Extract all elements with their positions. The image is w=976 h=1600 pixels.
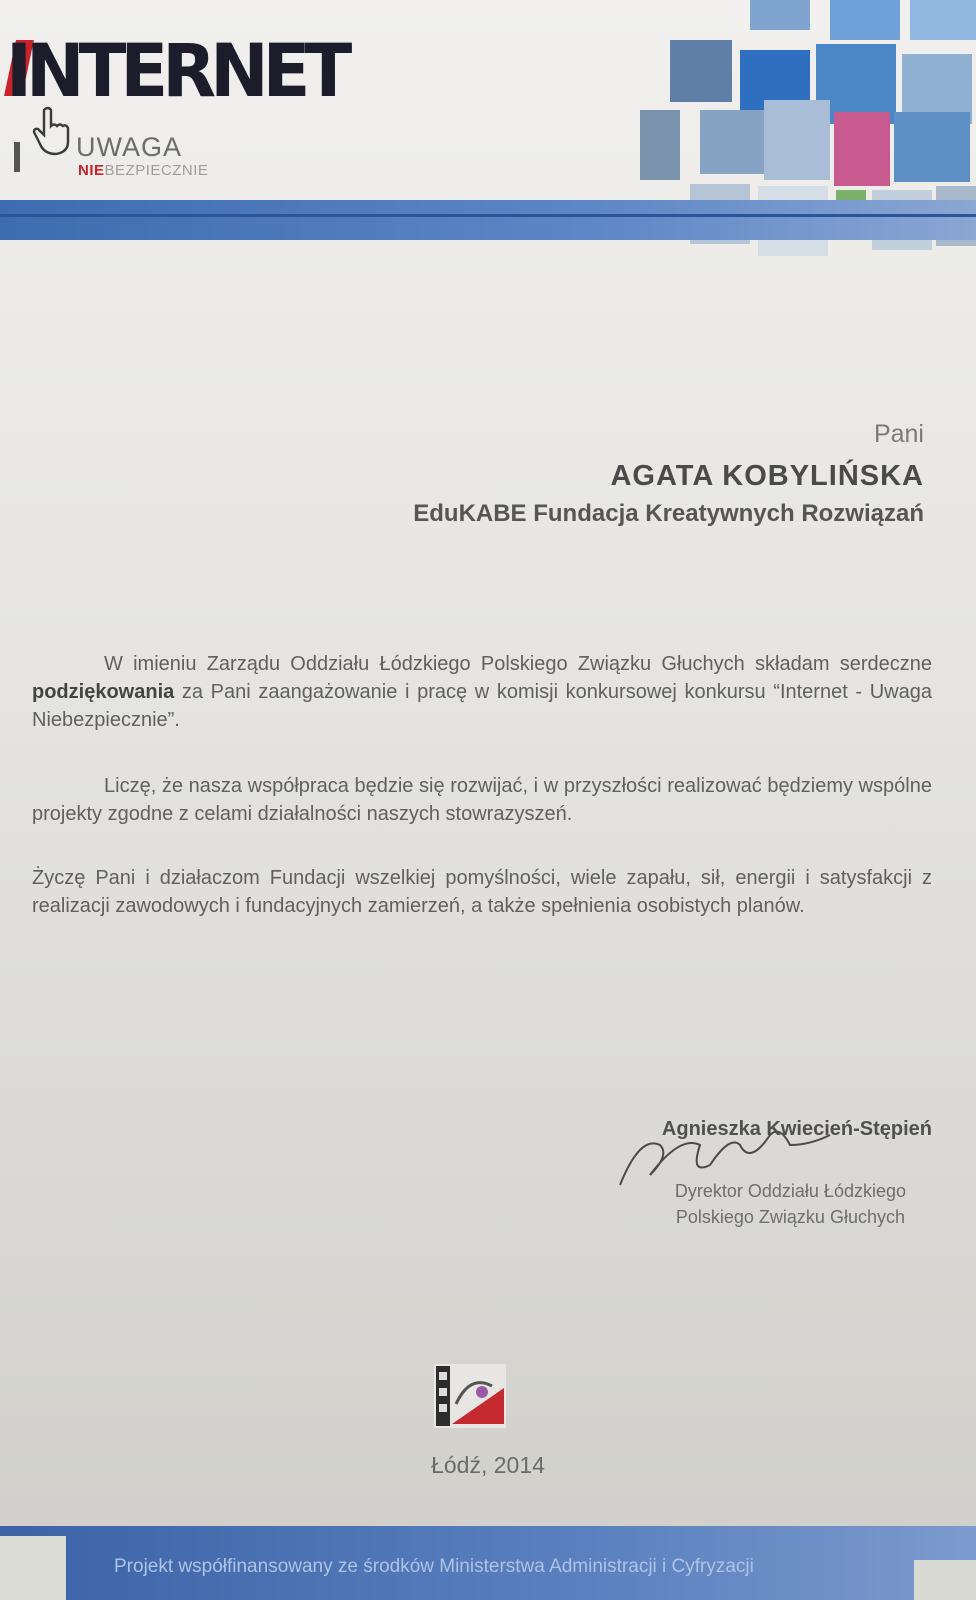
paragraph-wishes: Życzę Pani i działaczom Fundacji wszelkiej pomyślności, wiele zapału, sił, energii i satysfakcji z realizacji zawodowych i fundacyjnych zamierzeń, a także spełnienia osobistych planów. — [32, 867, 932, 917]
signatory-role-line2: Polskiego Związku Głuchych — [675, 1207, 905, 1227]
footer-funder-logo — [0, 1536, 66, 1600]
paragraph-thanks-start: W imieniu Zarządu Oddziału Łódzkiego Polskiego Związku Głuchych składam serdeczne — [104, 653, 932, 675]
logo-word: INTERNET — [6, 27, 347, 115]
salutation: Pani — [873, 420, 924, 448]
internet-logo — [6, 27, 347, 190]
logo-bar — [14, 142, 20, 172]
place-and-date: Łódź, 2014 — [431, 1452, 545, 1478]
recipient-name: AGATA KOBYLIŃSKA — [610, 460, 924, 492]
signatory-name: Agnieszka Kwiecień-Stępień — [661, 1118, 932, 1140]
paragraph-thanks-end: za Pani zaangażowanie i pracę w komisji konkursowej konkursu “Internet - Uwaga Niebezpiecznie”. — [32, 681, 932, 731]
recipient-organization: EduKABE Fundacja Kreatywnych Rozwiązań — [413, 500, 924, 527]
footer-funding-note: Projekt współfinansowany ze środków Ministerstwa Administracji i Cyfryzacji — [114, 1556, 754, 1577]
logo-subtitle-niebezpiecznie — [78, 162, 208, 179]
logo-nie: NIE — [78, 162, 105, 179]
header-band-stripe — [0, 214, 976, 217]
footer-partner-logo — [914, 1560, 976, 1600]
paragraph-thanks — [32, 650, 932, 734]
logo-bezpiecznie: BEZPIECZNIE — [104, 162, 209, 179]
paragraph-thanks-bold: podziękowania — [32, 681, 175, 703]
signatory-role — [675, 1178, 906, 1230]
pzg-emblem-icon — [434, 1364, 506, 1428]
footer-band — [0, 1526, 976, 1600]
header-band — [0, 200, 976, 240]
logo-subtitle-uwaga: UWAGA — [76, 132, 182, 162]
hand-cursor-icon — [30, 106, 70, 156]
signatory-role-line1: Dyrektor Oddziału Łódzkiego — [674, 1181, 906, 1201]
paragraph-cooperation: Liczę, że nasza współpraca będzie się rozwijać, i w przyszłości realizować będziemy wspólne projekty zgodne z celami działalności naszych stowrazyszeń. — [32, 775, 932, 825]
